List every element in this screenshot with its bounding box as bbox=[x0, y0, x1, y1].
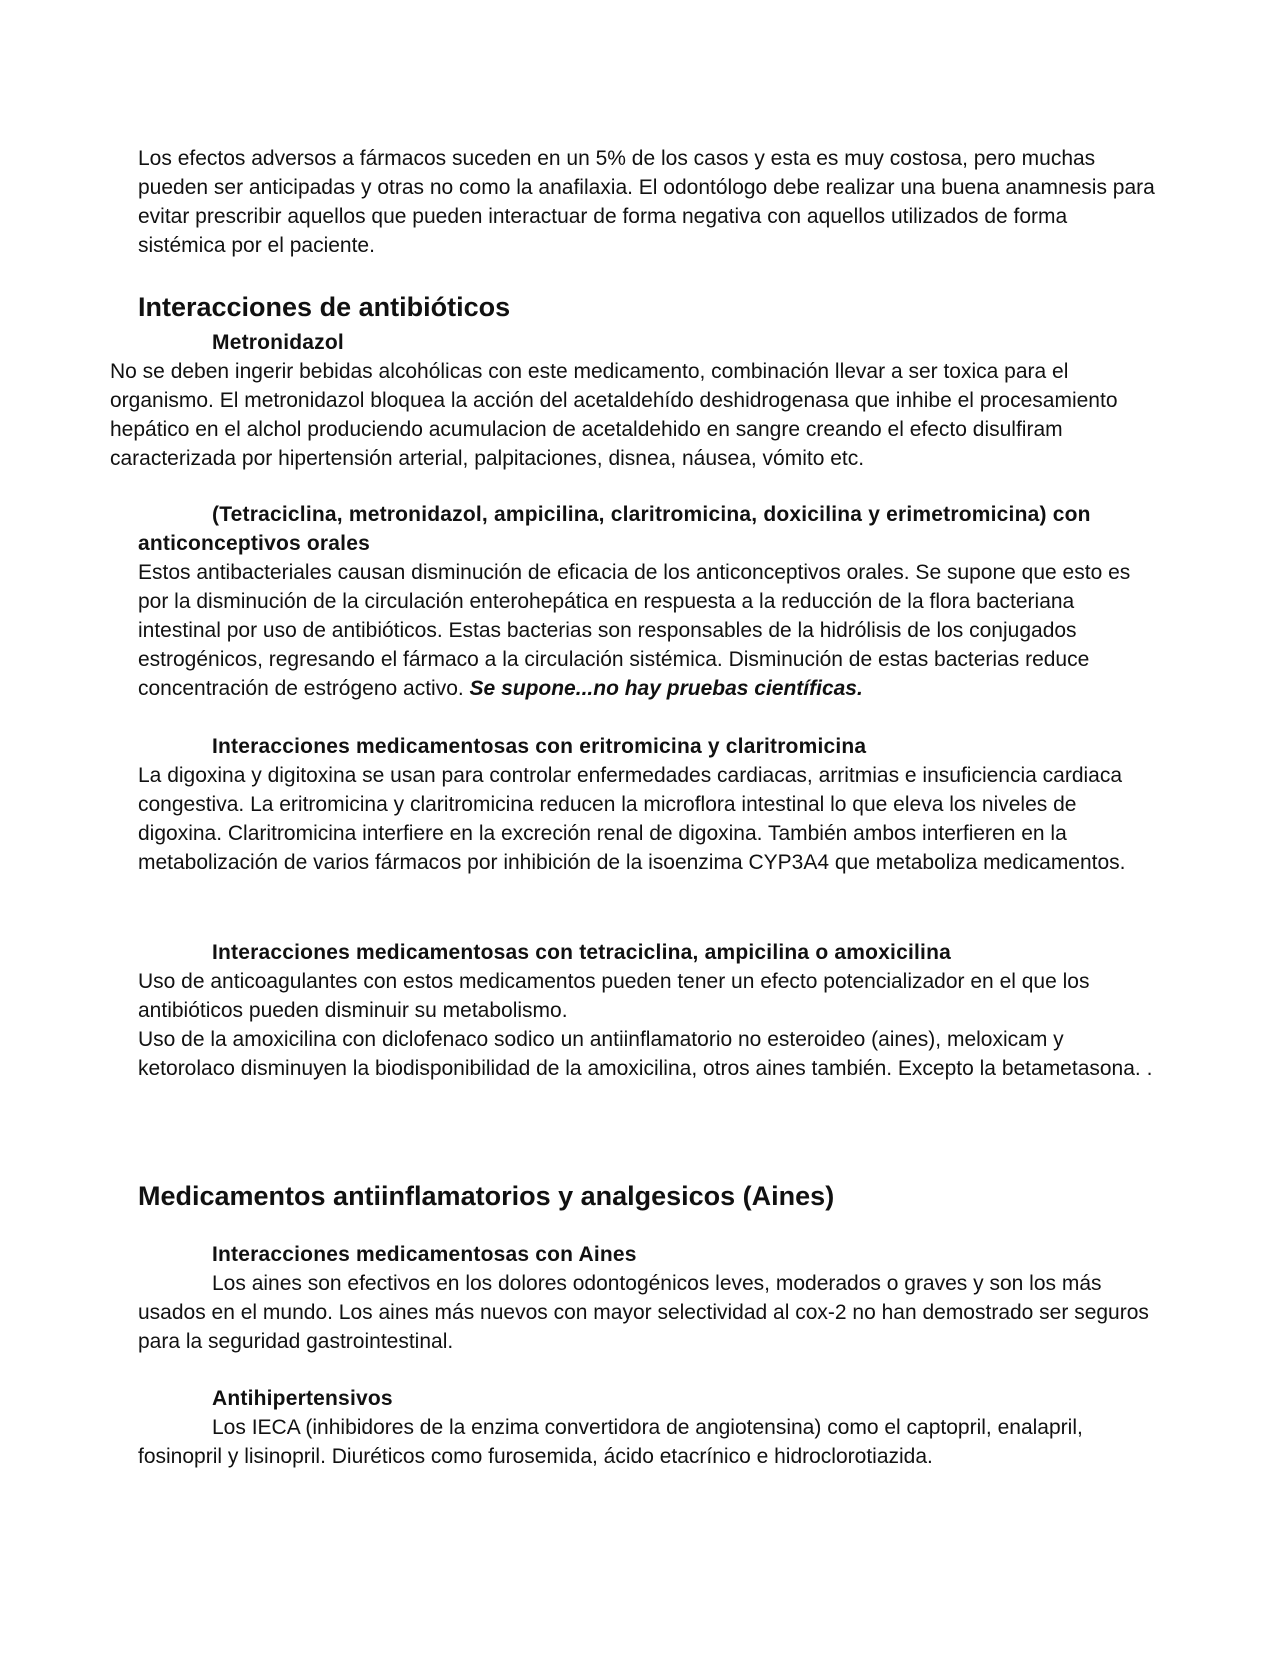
heading-aines: Interacciones medicamentosas con Aines bbox=[212, 1243, 637, 1266]
intro-paragraph: Los efectos adversos a fármacos suceden en un 5% de los casos y esta es muy costosa, pero muchas pueden ser anticipadas y otras no como la anafilaxia. El odontólogo debe realizar una buena anamnesis para evitar prescribir aquellos que pueden interactuar de forma negativa con aquellos utilizados de forma sistémica por el paciente. bbox=[138, 147, 1155, 257]
heading-antihipertensivos: Antihipertensivos bbox=[212, 1387, 393, 1410]
section-title-antibioticos: Interacciones de antibióticos bbox=[138, 292, 511, 322]
paragraph-aines: Los aines son efectivos en los dolores odontogénicos leves, moderados o graves y son los más usados en el mundo. Los aines más nuevos con mayor selectividad al cox-2 no han demostrado ser seguros para la seguridad gastrointestinal. bbox=[138, 1272, 1149, 1353]
heading-eritromicina: Interacciones medicamentosas con eritromicina y claritromicina bbox=[212, 735, 867, 758]
heading-tetraciclina: Interacciones medicamentosas con tetraciclina, ampicilina o amoxicilina bbox=[212, 941, 951, 964]
emphasis-no-evidence: Se supone...no hay pruebas científicas. bbox=[469, 677, 863, 700]
paragraph-antihipertensivos: Los IECA (inhibidores de la enzima convertidora de angiotensina) como el captopril, enalapril, fosinopril y lisinopril. Diuréticos como furosemida, ácido etacrínico e hidroclorotiazida. bbox=[138, 1416, 1083, 1468]
paragraph-anticoagulantes: Uso de anticoagulantes con estos medicamentos pueden tener un efecto potencializador en el que los antibióticos pueden disminuir su metabolismo. bbox=[138, 970, 1090, 1022]
paragraph-amoxicilina: Uso de la amoxicilina con diclofenaco sodico un antiinflamatorio no esteroideo (aines), meloxicam y ketorolaco disminuyen la biodisponibilidad de la amoxicilina, otros aines también. Excepto la betametasona. . bbox=[138, 1028, 1153, 1080]
paragraph-anticonceptivos-text: Estos antibacteriales causan disminución de eficacia de los anticonceptivos orales. Se supone que esto es por la disminución de la circulación enterohepática en respuesta a la reducción de la flora bacteriana intestinal por uso de antibióticos. Estas bacterias son responsables de la hidrólisis de los conjugados estrogénicos, regresando el fármaco a la circulación sistémica. Disminución de estas bacterias reduce concentración de estrógeno activo. bbox=[138, 561, 1131, 700]
heading-metronidazol: Metronidazol bbox=[212, 331, 344, 354]
paragraph-eritromicina: La digoxina y digitoxina se usan para controlar enfermedades cardiacas, arritmias e insuficiencia cardiaca congestiva. La eritromicina y claritromicina reducen la microflora intestinal lo que eleva los niveles de digoxina. Claritromicina interfiere en la excreción renal de digoxina. También ambos interfieren en la metabolización de varios fármacos por inhibición de la isoenzima CYP3A4 que metaboliza medicamentos. bbox=[138, 764, 1126, 874]
paragraph-anticonceptivos bbox=[138, 558, 1158, 703]
section-title-aines: Medicamentos antiinflamatorios y analgesicos (Aines) bbox=[138, 1181, 835, 1211]
heading-anticonceptivos: (Tetraciclina, metronidazol, ampicilina, claritromicina, doxicilina y erimetromicina) con anticonceptivos orales bbox=[138, 503, 1091, 555]
paragraph-metronidazol: No se deben ingerir bebidas alcohólicas con este medicamento, combinación llevar a ser toxica para el organismo. El metronidazol bloquea la acción del acetaldehído deshidrogenasa que inhibe el procesamiento hepático en el alchol produciendo acumulacion de acetaldehido en sangre creando el efecto disulfiram caracterizada por hipertensión arterial, palpitaciones, disnea, náusea, vómito etc. bbox=[110, 360, 1118, 470]
